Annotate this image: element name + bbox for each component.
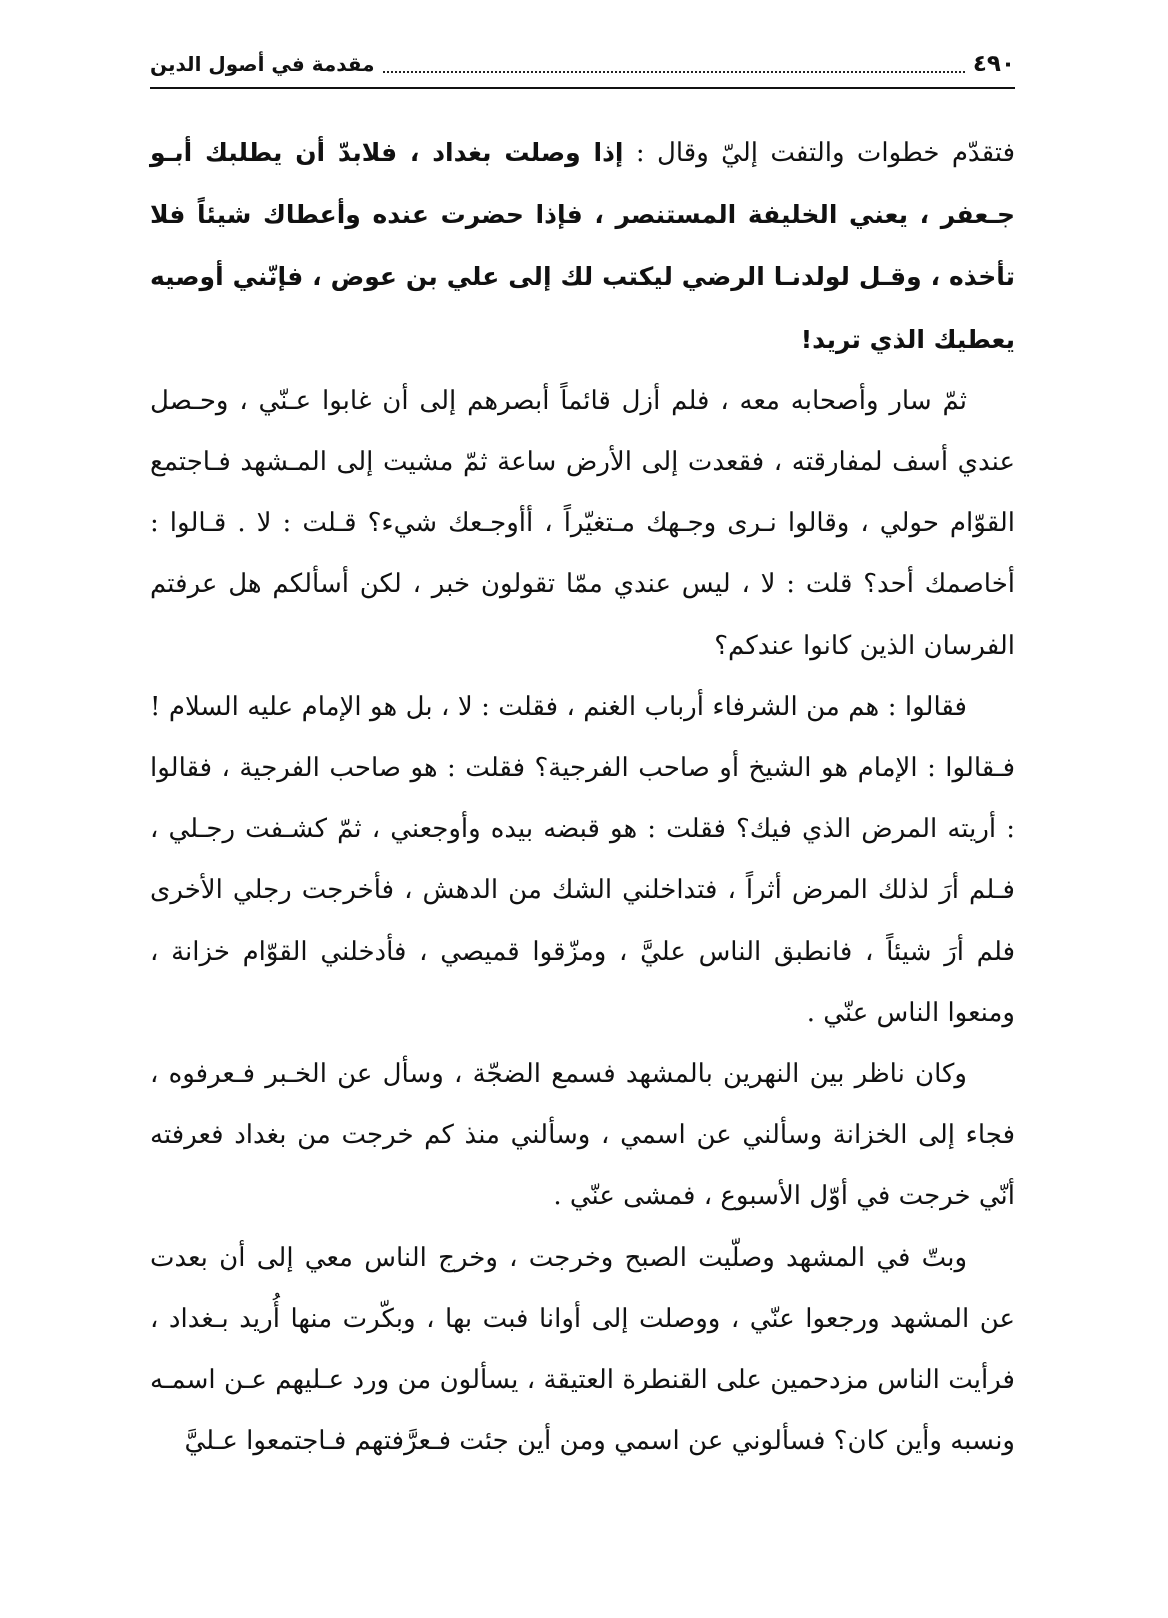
running-title: مقدمة في أصول الدين [150,52,375,76]
paragraph-1-intro: فتقدّم خطوات والتفت إليّ وقال : [635,138,1016,168]
page-body [150,122,1015,1472]
paragraph-3: فقالوا : هم من الشرفاء أرباب الغنم ، فقلت : لا ، بل هو الإمام عليه السلام ! فـقالوا : الإمام هو الشيخ أو صاحب الفرجية؟ فقلت : هو صاحب الفرجية ، فقالوا : أريته المرض الذي فيك؟ فقلت : هو قبضه بيده وأوجعني ، ثمّ كشـفت رجـلي ، فـلم أرَ لذلك المرض أثراً ، فتداخلني الشك من الدهش ، فأخرجت رجلي الأخرى فلم أرَ شيئاً ، فانطبق الناس عليَّ ، ومزّقوا قميصي ، فأدخلني القوّام خزانة ، ومنعوا الناس عنّي . [150,691,1015,1028]
paragraph-4: وكان ناظر بين النهرين بالمشهد فسمع الضجّة ، وسأل عن الخـبر فـعرفوه ، فجاء إلى الخزانة وسألني عن اسمي ، وسألني منذ كم خرجت من بغداد فعرفته أنّي خرجت في أوّل الأسبوع ، فمشى عنّي . [150,1059,1015,1212]
paragraph-2: ثمّ سار وأصحابه معه ، فلم أزل قائماً أبصرهم إلى أن غابوا عـنّي ، وحـصل عندي أسف لمفارقته ، فقعدت إلى الأرض ساعة ثمّ مشيت إلى المـشهد فـاجتمع القوّام حولي ، وقالوا نـرى وجـهك مـتغيّراً ، أأوجـعك شيء؟ قـلت : لا . قـالوا : أخاصمك أحد؟ قلت : لا ، ليس عندي ممّا تقولون خبر ، لكن أسألكم هل عرفتم الفرسان الذين كانوا عندكم؟ [150,385,1015,661]
header-dot-leader [383,71,965,73]
paragraph-1 [150,122,1015,371]
running-header [150,48,1015,80]
header-rule [150,87,1015,89]
paragraph-5: وبتّ في المشهد وصلّيت الصبح وخرجت ، وخرج الناس معي إلى أن بعدت عن المشهد ورجعوا عنّي ، ووصلت إلى أوانا فبت بها ، وبكّرت منها أُريد بـغداد ، فرأيت الناس مزدحمين على القنطرة العتيقة ، يسألون من ورد عـليهم عـن اسمـه ونسبه وأين كان؟ فسألوني عن اسمي ومن أين جئت فـعرَّفتهم فـاجتمعوا عـليَّ [150,1242,1015,1457]
page-number: ٤٩٠ [972,51,1015,77]
paragraph-1-bold-quote: إذا وصلت بغداد ، فلابدّ أن يطلبك أبـو جـعفر ، يعني الخليفة المستنصر ، فإذا حضرت عنده وأعطاك شيئاً فلا تأخذه ، وقـل لولدنـا الرضي ليكتب لك إلى علي بن عوض ، فإنّني أوصيه يعطيك الذي تريد! [150,138,1015,354]
